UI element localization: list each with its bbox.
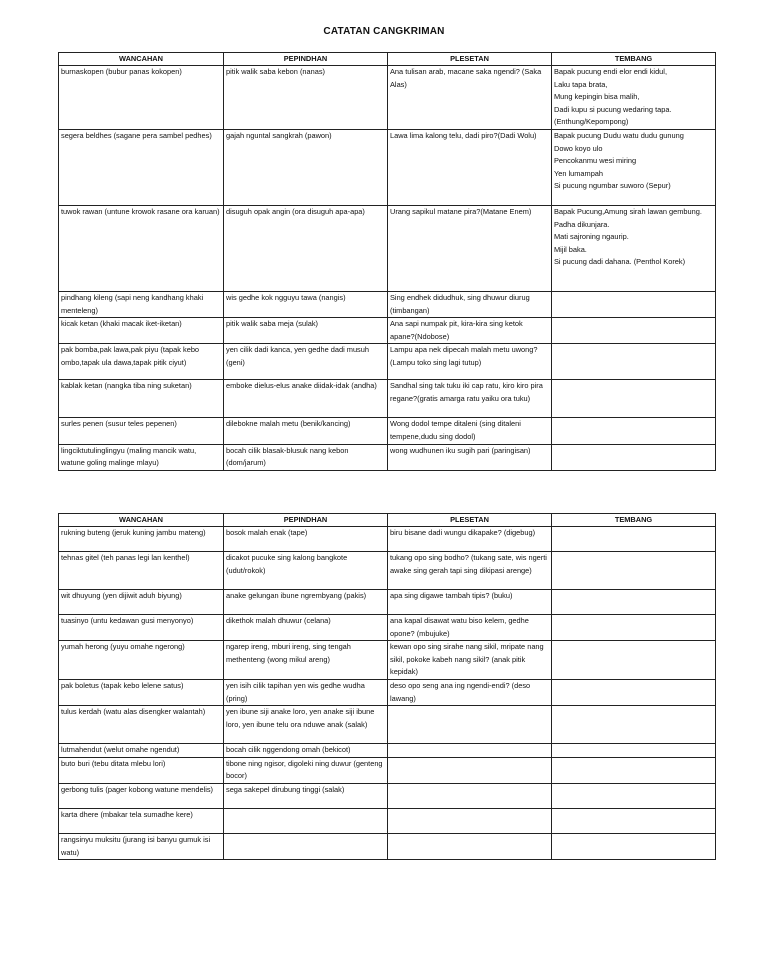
table-row bbox=[59, 706, 716, 744]
tembang-cell bbox=[552, 641, 716, 680]
pepindhan-cell: pitik walik saba meja (sulak) bbox=[224, 318, 388, 344]
tembang-cell bbox=[552, 744, 716, 758]
tembang-line: Mati sajroning ngaurip. bbox=[554, 232, 629, 242]
header-plesetan: PLESETAN bbox=[388, 53, 552, 66]
pepindhan-cell: bocah cilik blasak-blusuk nang kebon (dom/jarum) bbox=[224, 444, 388, 470]
tembang-cell bbox=[552, 291, 716, 317]
wancahan-cell: surles penen (susur teles pepenen) bbox=[59, 418, 224, 444]
pepindhan-cell bbox=[224, 833, 388, 859]
wancahan-cell: kicak ketan (khaki macak iket-iketan) bbox=[59, 318, 224, 344]
wancahan-cell: segera beldhes (sagane pera sambel pedhes) bbox=[59, 129, 224, 205]
plesetan-cell: Ana tulisan arab, macane saka ngendi? (Saka Alas) bbox=[388, 66, 552, 130]
header-wancahan: WANCAHAN bbox=[59, 514, 224, 527]
wancahan-cell: tuwok rawan (untune krowok rasane ora karuan) bbox=[59, 205, 224, 291]
table-row bbox=[59, 783, 716, 808]
pepindhan-cell: bocah cilik nggendong omah (bekicot) bbox=[224, 744, 388, 758]
page-title: CATATAN CANGKRIMAN bbox=[323, 26, 445, 37]
header-tembang: TEMBANG bbox=[552, 53, 716, 66]
table-row bbox=[59, 808, 716, 833]
pepindhan-cell: wis gedhe kok ngguyu tawa (nangis) bbox=[224, 291, 388, 317]
wancahan-cell: wit dhuyung (yen dijiwit aduh biyung) bbox=[59, 590, 224, 615]
plesetan-cell: Lawa lima kalong telu, dadi piro?(Dadi Wolu) bbox=[388, 129, 552, 205]
wancahan-cell: pindhang kileng (sapi neng kandhang khaki menteleng) bbox=[59, 291, 224, 317]
plesetan-cell bbox=[388, 706, 552, 744]
table-row bbox=[59, 291, 716, 317]
tembang-line: Mijil baka. bbox=[554, 244, 587, 254]
pepindhan-cell: yen isih cilik tapihan yen wis gedhe wudha (pring) bbox=[224, 679, 388, 705]
pepindhan-cell: yen cilik dadi kanca, yen gedhe dadi musuh (geni) bbox=[224, 344, 388, 380]
tembang-cell bbox=[552, 66, 716, 130]
pepindhan-cell: bosok malah enak (tape) bbox=[224, 527, 388, 552]
table-header-row bbox=[59, 514, 716, 527]
table-row bbox=[59, 679, 716, 705]
tembang-cell bbox=[552, 757, 716, 783]
tembang-cell bbox=[552, 679, 716, 705]
wancahan-cell: rangsinyu muksitu (jurang isi banyu gumuk isi watu) bbox=[59, 833, 224, 859]
tembang-cell bbox=[552, 808, 716, 833]
table-row bbox=[59, 615, 716, 641]
table-row bbox=[59, 418, 716, 444]
wancahan-cell: tulus kerdah (watu alas disengker walantah) bbox=[59, 706, 224, 744]
wancahan-cell: pak bomba,pak lawa,pak piyu (tapak kebo ombo,tapak ula dawa,tapak pitik ciyut) bbox=[59, 344, 224, 380]
table-row bbox=[59, 380, 716, 418]
tembang-line: Dadi kupu si pucung wedaring tapa. bbox=[554, 104, 672, 114]
tembang-cell bbox=[552, 552, 716, 590]
header-wancahan: WANCAHAN bbox=[59, 53, 224, 66]
cangkriman-table-1 bbox=[58, 52, 716, 471]
pepindhan-cell: pitik walik saba kebon (nanas) bbox=[224, 66, 388, 130]
tembang-cell bbox=[552, 205, 716, 291]
plesetan-cell: Urang sapikul matane pira?(Matane Enem) bbox=[388, 205, 552, 291]
plesetan-cell bbox=[388, 808, 552, 833]
pepindhan-cell: dilebokne malah metu (benik/kancing) bbox=[224, 418, 388, 444]
table-row bbox=[59, 552, 716, 590]
plesetan-cell: Ana sapi numpak pit, kira-kira sing ketok apane?(Ndobose) bbox=[388, 318, 552, 344]
table-row bbox=[59, 757, 716, 783]
pepindhan-cell bbox=[224, 808, 388, 833]
plesetan-cell bbox=[388, 757, 552, 783]
plesetan-cell bbox=[388, 783, 552, 808]
pepindhan-cell: anake gelungan ibune ngrembyang (pakis) bbox=[224, 590, 388, 615]
tembang-line: Bapak Pucung,Amung sirah lawan gembung. bbox=[554, 206, 702, 216]
wancahan-cell: buto buri (tebu ditata mlebu lori) bbox=[59, 757, 224, 783]
wancahan-cell: lingciktutulinglingyu (maling mancik watu, watune goling malinge mlayu) bbox=[59, 444, 224, 470]
plesetan-cell: Sandhal sing tak tuku iki cap ratu, kiro kiro pira regane?(gratis amarga ratu yaiku ora tuku) bbox=[388, 380, 552, 418]
tembang-line: (Enthung/Kepompong) bbox=[554, 117, 629, 127]
pepindhan-cell: sega sakepel dirubung tinggi (salak) bbox=[224, 783, 388, 808]
tembang-line: Bapak pucung Dudu watu dudu gunung bbox=[554, 130, 684, 140]
wancahan-cell: lutmahendut (welut omahe ngendut) bbox=[59, 744, 224, 758]
table-row bbox=[59, 66, 716, 130]
tembang-cell bbox=[552, 380, 716, 418]
header-tembang: TEMBANG bbox=[552, 514, 716, 527]
table-2-body bbox=[59, 527, 716, 860]
wancahan-cell: burnaskopen (bubur panas kokopen) bbox=[59, 66, 224, 130]
tembang-cell bbox=[552, 129, 716, 205]
tembang-cell bbox=[552, 418, 716, 444]
tembang-cell bbox=[552, 833, 716, 859]
plesetan-cell: tukang opo sing bodho? (tukang sate, wis ngerti awake sing gerah tapi sing dikipasi arenge) bbox=[388, 552, 552, 590]
tembang-line: Si pucung ngumbar suworo (Sepur) bbox=[554, 181, 671, 191]
header-plesetan: PLESETAN bbox=[388, 514, 552, 527]
wancahan-cell: tuasinyo (untu kedawan gusi menyonyo) bbox=[59, 615, 224, 641]
wancahan-cell: yumah herong (yuyu omahe ngerong) bbox=[59, 641, 224, 680]
table-row bbox=[59, 344, 716, 380]
plesetan-cell: biru bisane dadi wungu dikapake? (digebug) bbox=[388, 527, 552, 552]
tembang-cell bbox=[552, 706, 716, 744]
plesetan-cell bbox=[388, 744, 552, 758]
table-row bbox=[59, 444, 716, 470]
table-row bbox=[59, 129, 716, 205]
table-row bbox=[59, 205, 716, 291]
tembang-cell bbox=[552, 590, 716, 615]
tembang-cell bbox=[552, 444, 716, 470]
tembang-line: Bapak pucung endi elor endi kidul, bbox=[554, 67, 667, 76]
pepindhan-cell: dicakot pucuke sing kalong bangkote (udut/rokok) bbox=[224, 552, 388, 590]
wancahan-cell: rukning buteng (jeruk kuning jambu mateng) bbox=[59, 527, 224, 552]
plesetan-cell: apa sing digawe tambah tipis? (buku) bbox=[388, 590, 552, 615]
wancahan-cell: gerbong tulis (pager kobong watune mendelis) bbox=[59, 783, 224, 808]
pepindhan-cell: dikethok malah dhuwur (celana) bbox=[224, 615, 388, 641]
tembang-cell bbox=[552, 344, 716, 380]
wancahan-cell: karta dhere (mbakar tela sumadhe kere) bbox=[59, 808, 224, 833]
tembang-line: Yen lumampah bbox=[554, 168, 604, 178]
tembang-line: Padha dikunjara. bbox=[554, 219, 610, 229]
plesetan-cell: wong wudhunen iku sugih pari (paringisan) bbox=[388, 444, 552, 470]
tembang-line: Mung kepingin bisa malih, bbox=[554, 92, 640, 102]
plesetan-cell: Sing endhek didudhuk, sing dhuwur diurug (timbangan) bbox=[388, 291, 552, 317]
pepindhan-cell: yen ibune siji anake loro, yen anake siji ibune loro, yen ibune telu ora nduwe anak (salak) bbox=[224, 706, 388, 744]
plesetan-cell: deso opo seng ana ing ngendi-endi? (deso lawang) bbox=[388, 679, 552, 705]
table-row bbox=[59, 641, 716, 680]
table-row bbox=[59, 318, 716, 344]
tembang-cell bbox=[552, 318, 716, 344]
table-row bbox=[59, 744, 716, 758]
cangkriman-table-2 bbox=[58, 513, 716, 860]
tembang-line: Pencokanmu wesi miring bbox=[554, 156, 637, 166]
plesetan-cell: Lampu apa nek dipecah malah metu uwong?(Lampu toko sing lagi tutup) bbox=[388, 344, 552, 380]
tembang-line: Dowo koyo ulo bbox=[554, 143, 603, 153]
pepindhan-cell: emboke dielus-elus anake diidak-idak (andha) bbox=[224, 380, 388, 418]
wancahan-cell: kablak ketan (nangka tiba ning suketan) bbox=[59, 380, 224, 418]
tembang-cell bbox=[552, 527, 716, 552]
tembang-line: Si pucung dadi dahana. (Penthol Korek) bbox=[554, 257, 686, 267]
header-pepindhan: PEPINDHAN bbox=[224, 53, 388, 66]
table-row bbox=[59, 527, 716, 552]
pepindhan-cell: ngarep ireng, mburi ireng, sing tengah methenteng (wong mikul areng) bbox=[224, 641, 388, 680]
table-header-row bbox=[59, 53, 716, 66]
wancahan-cell: pak boletus (tapak kebo lelene satus) bbox=[59, 679, 224, 705]
pepindhan-cell: gajah nguntal sangkrah (pawon) bbox=[224, 129, 388, 205]
table-row bbox=[59, 833, 716, 859]
table-1-body bbox=[59, 66, 716, 471]
pepindhan-cell: disuguh opak angin (ora disuguh apa-apa) bbox=[224, 205, 388, 291]
plesetan-cell: Wong dodol tempe ditaleni (sing ditaleni tempene,dudu sing dodol) bbox=[388, 418, 552, 444]
wancahan-cell: tehnas gitel (teh panas legi lan kenthel) bbox=[59, 552, 224, 590]
plesetan-cell bbox=[388, 833, 552, 859]
pepindhan-cell: tibone ning ngisor, digoleki ning duwur (genteng bocor) bbox=[224, 757, 388, 783]
tembang-cell bbox=[552, 783, 716, 808]
plesetan-cell: ana kapal disawat watu biso kelem, gedhe opone? (mbujuke) bbox=[388, 615, 552, 641]
header-pepindhan: PEPINDHAN bbox=[224, 514, 388, 527]
tembang-cell bbox=[552, 615, 716, 641]
table-row bbox=[59, 590, 716, 615]
tembang-line: Laku tapa brata, bbox=[554, 79, 608, 89]
plesetan-cell: kewan opo sing sirahe nang sikil, mripate nang sikil, pokoke kabeh nang sikil? (anak pitik kepidak) bbox=[388, 641, 552, 680]
